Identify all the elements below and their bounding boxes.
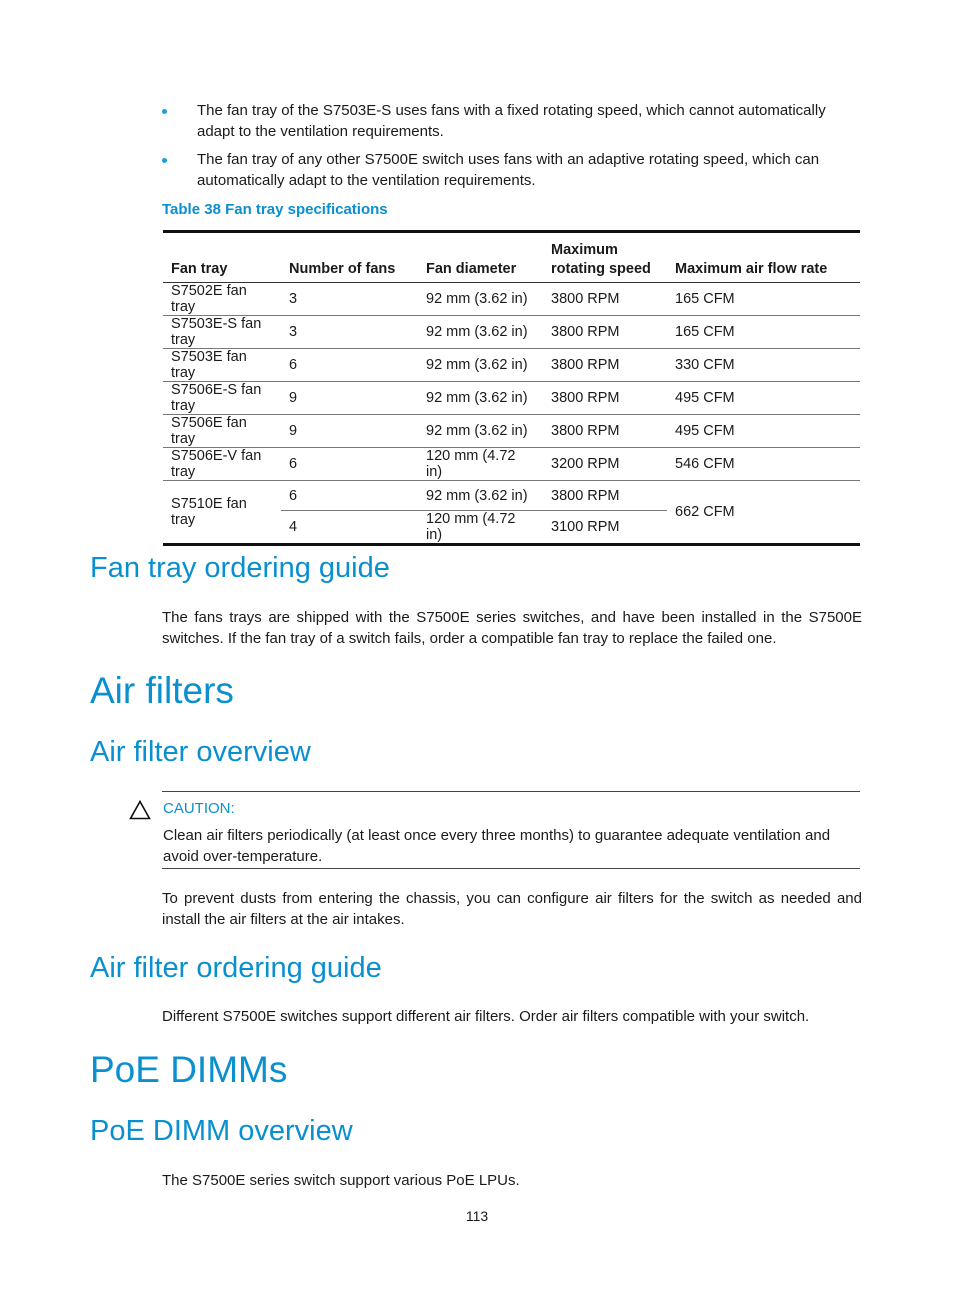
table-caption: Table 38 Fan tray specifications — [162, 201, 388, 218]
table-cell: S7502E fan tray — [163, 283, 281, 316]
table-cell: 495 CFM — [667, 415, 860, 448]
column-header: Fan tray — [163, 232, 281, 283]
table-row — [163, 283, 860, 316]
table-cell: 662 CFM — [675, 504, 735, 520]
table-row — [163, 481, 860, 511]
bullet-icon — [162, 109, 167, 114]
list-item — [162, 149, 862, 191]
table-cell: 6 — [281, 481, 418, 511]
table-cell: 3800 RPM — [543, 415, 667, 448]
table-cell: S7506E fan tray — [163, 415, 281, 448]
table-cell: S7506E-S fan tray — [163, 382, 281, 415]
bullet-text: The fan tray of the S7503E-S uses fans with a fixed rotating speed, which cannot automatically adapt to the ventilation requirements. — [197, 102, 826, 140]
chapter-heading-air-filters: Air filters — [90, 670, 234, 711]
table-cell: 165 CFM — [667, 316, 860, 349]
table-cell: 3800 RPM — [543, 481, 667, 511]
table-header-row — [163, 232, 860, 283]
section-heading-air-filter-ordering: Air filter ordering guide — [90, 952, 382, 984]
section-heading-fan-tray-ordering: Fan tray ordering guide — [90, 552, 390, 584]
table-cell: 92 mm (3.62 in) — [418, 283, 543, 316]
column-header: Number of fans — [281, 232, 418, 283]
table-cell: 3 — [281, 283, 418, 316]
page-number: 113 — [465, 1208, 489, 1224]
air-overview-paragraph: To prevent dusts from entering the chassis, you can configure air filters for the switch as needed and install the air filters at the air intakes. — [162, 890, 862, 928]
table-cell: 4 — [289, 519, 298, 535]
caution-text: Clean air filters periodically (at least once every three months) to guarantee adequate ventilation and avoid over-temperature. — [163, 827, 831, 865]
column-header: Maximum air flow rate — [667, 232, 860, 283]
column-header: Maximum rotating speed — [543, 232, 667, 283]
table-cell: 120 mm (4.72 in) — [418, 448, 543, 481]
table-cell: 3100 RPM — [551, 519, 620, 535]
table-cell: 92 mm (3.62 in) — [418, 481, 543, 511]
table-cell: 3800 RPM — [543, 349, 667, 382]
table-cell: 546 CFM — [667, 448, 860, 481]
fan-tray-spec-table — [163, 230, 860, 546]
table-cell: 6 — [281, 349, 418, 382]
table-cell: S7503E-S fan tray — [163, 316, 281, 349]
table-cell: 3200 RPM — [543, 448, 667, 481]
table-cell: 92 mm (3.62 in) — [418, 349, 543, 382]
table-row — [163, 316, 860, 349]
table-cell: 92 mm (3.62 in) — [418, 316, 543, 349]
table-cell: 3800 RPM — [543, 382, 667, 415]
table-row — [163, 382, 860, 415]
table-cell: 120 mm (4.72 in) — [426, 511, 516, 543]
chapter-heading-poe-dimms: PoE DIMMs — [90, 1049, 288, 1090]
column-header: Fan diameter — [418, 232, 543, 283]
bullet-icon — [162, 158, 167, 163]
fan-ordering-paragraph: The fans trays are shipped with the S7500E series switches, and have been installed in the S7500E switches. If the fan tray of a switch fails, order a compatible fan tray to replace the failed one. — [162, 609, 862, 647]
caution-box — [162, 791, 860, 869]
table-row — [163, 349, 860, 382]
table-cell: 9 — [281, 415, 418, 448]
table-row — [163, 415, 860, 448]
section-heading-air-filter-overview: Air filter overview — [90, 736, 311, 768]
bullet-text: The fan tray of any other S7500E switch uses fans with an adaptive rotating speed, which can automatically adapt to the ventilation requirements. — [197, 151, 820, 189]
table-row — [163, 448, 860, 481]
table-cell: 92 mm (3.62 in) — [418, 415, 543, 448]
table-cell: 3800 RPM — [543, 316, 667, 349]
table-cell: 6 — [281, 448, 418, 481]
section-heading-poe-dimm-overview: PoE DIMM overview — [90, 1115, 353, 1147]
table-cell: 330 CFM — [667, 349, 860, 382]
bullet-list — [162, 100, 862, 198]
warning-triangle-icon — [129, 800, 151, 820]
table-cell: 495 CFM — [667, 382, 860, 415]
caution-label: CAUTION: — [163, 800, 235, 817]
poe-overview-paragraph: The S7500E series switch support various PoE LPUs. — [162, 1172, 520, 1189]
table-cell: 9 — [281, 382, 418, 415]
table-cell: 165 CFM — [667, 283, 860, 316]
table-cell: 3 — [281, 316, 418, 349]
table-cell: 92 mm (3.62 in) — [418, 382, 543, 415]
table-cell: S7503E fan tray — [163, 349, 281, 382]
air-ordering-paragraph: Different S7500E switches support different air filters. Order air filters compatible with your switch. — [162, 1008, 810, 1025]
table-cell: 3800 RPM — [543, 283, 667, 316]
list-item — [162, 100, 862, 142]
table-cell: S7510E fan tray — [171, 496, 247, 528]
table-cell: S7506E-V fan tray — [163, 448, 281, 481]
